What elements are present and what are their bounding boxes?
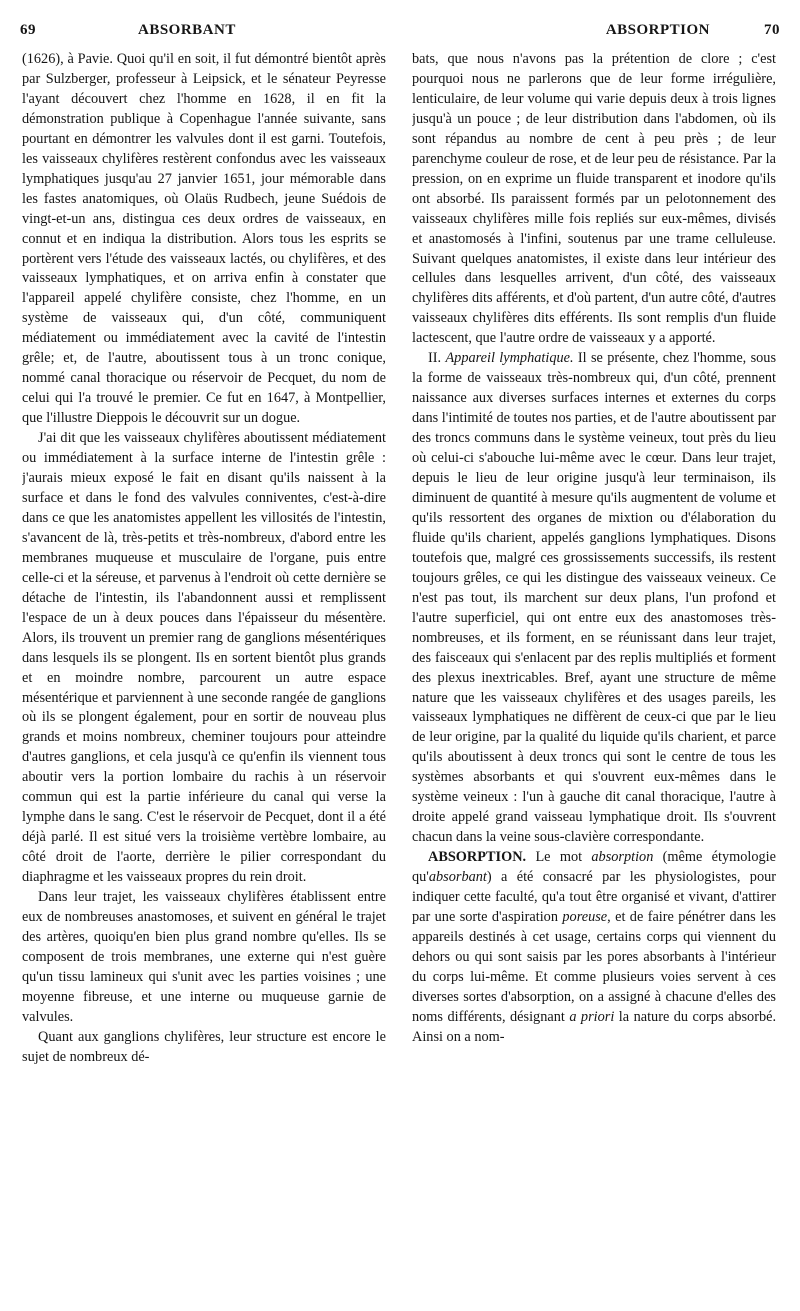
entry-italic-1: absorption xyxy=(591,849,654,866)
section-number: II. xyxy=(428,350,442,367)
left-paragraph-2: J'ai dit que les vaisseaux chylifères aboutissent médiatement ou immédiatement à la surface interne de l'intestin grêle : j'aurais mieux exposé le fait en disant qu'ils naissent à la surface et dans le fond des valvules conniventes, c'est-à-dire dans ce que les anatomistes appellent les villosités de l'intestin, s'avancent de là, très-petits et très-nombreux, d'abord entre les membranes muqueuse et musculaire de l'organe, puis entre celle-ci et la séreuse, et parvenus à l'endroit où cette dernière se détache de l'intestin, ils l'abandonnent aussi et remplissent l'espace de un à deux pouces dans l'épaisseur du mésentère. Alors, ils trouvent un premier rang de ganglions mésentériques dans lesquels ils se plongent. Ils en sortent bientôt plus grands et en moindre nombre, parcourent un autre espace mésentérique et parviennent à une seconde rangée de ganglions où ils se plongent également, pour en sortir de nouveau plus grands et moins nombreux, cheminer toujours pour atteindre d'autres ganglions, et cela jusqu'à ce qu'enfin ils viennent tous aboutir vers la portion lombaire du rachis à un réservoir commun qui est la partie inférieure du canal qui verse la lymphe dans le sang. C'est le réservoir de Pecquet, dont il a été déjà parlé. Il est situé vers la troisième vertèbre lombaire, au côté droit de l'aorte, derrière le pilier correspondant du diaphragme et les vaisseaux propres du rein droit. xyxy=(22,430,386,886)
entry-italic-4: a priori xyxy=(569,1008,615,1025)
right-column xyxy=(412,50,776,1305)
entry-text-1: Le mot xyxy=(535,849,583,866)
left-running-head: ABSORBANT xyxy=(138,22,236,38)
lymphatic-section xyxy=(412,349,776,848)
running-header xyxy=(20,22,780,48)
left-column xyxy=(22,50,386,1305)
entry-italic-2: absorbant xyxy=(428,869,487,886)
left-paragraph-4: Quant aux ganglions chylifères, leur structure est encore le sujet de nombreux dé- xyxy=(22,1028,386,1065)
absorption-entry xyxy=(412,848,776,1048)
left-paragraph-1: (1626), à Pavie. Quoi qu'il en soit, il fut démontré bientôt après par Sulzberger, professeur à Leipsick, et le sénateur Peyresse l'ayant découvert chez l'homme en 1628, il en fit la démonstration publique à Copenhague l'année suivante, sans pourtant en démontrer les valvules dont il est garni. Toutefois, les vaisseaux chylifères restèrent confondus avec les vaisseaux lymphatiques jusqu'au 27 janvier 1651, jour mémorable dans les fastes anatomiques, où Olaüs Rudbech, jeune Suédois de vingt-et-un ans, distingua ces deux ordres de vaisseaux, en connut et en indiqua la distribution. Alors tous les esprits se portèrent vers l'étude des vaisseaux lactés, ou chylifères, et des vaisseaux lymphatiques, et on arriva enfin à constater que l'appareil appelé chylifère consiste, chez l'homme, en un système de vaisseaux qui, d'un côté, communiquent médiatement ou immédiatement avec la cavité de l'intestin grêle; et, de l'autre, aboutissent tous à un tronc conique, nommé canal thoracique ou réservoir de Pecquet, du nom de celui qui l'a trouvé le premier. Ce fut en 1647, à Montpellier, que l'illustre Dieppois le découvrit sur un dogue. xyxy=(22,51,386,427)
section-text: Il se présente, chez l'homme, sous la forme de vaisseaux très-nombreux qui, d'un côté, prennent naissance aux diverses surfaces internes et externes du corps dans l'intimité de toutes nos parties, et de l'autre aboutissent par des troncs communs dans le système veineux, tout près du lieu où celui-ci s'abouche lui-même avec le cœur. Dans leur trajet, depuis le lieu de leur origine jusqu'à leur terminaison, ils diminuent de quantité à mesure qu'ils augmentent de volume et qu'ils ressortent des organes de mixtion ou d'élaboration du fluide qu'ils charient, appelés ganglions lymphatiques. Disons toutefois que, malgré ces grossissements successifs, ils restent toujours grêles, ce qui les distingue des vaisseaux veineux. Ce n'est pas tout, ils marchent sur deux plans, l'un profond et l'autre superficiel, qui ont entre eux des anastomoses très-nombreuses, et ils forment, en se réunissant dans leur trajet, des faisceaux qui s'enlacent par des replis multipliés et forment des plexus inextricables. Bref, ayant une structure de même nature que les vaisseaux chylifères et des usages pareils, les vaisseaux lymphatiques ne diffèrent de ceux-ci que par le lieu de leur origine, par la qualité du liquide qu'ils charient, et parce qu'ils aboutissent à deux troncs qui sont le centre de tous les systèmes absorbants et qui s'ouvrent eux-mêmes dans le système veineux : l'un à gauche dit canal thoracique, l'autre à droite appelé grand vaisseau lymphatique droit. Ils s'ouvrent chacun dans la veine sous-clavière correspondante. xyxy=(412,350,776,846)
right-page-number: 70 xyxy=(764,22,780,38)
entry-text-3: ) a été consacré par les physiologistes, pour indiquer cette faculté, qu'a tout être organisé et vivant, d'attirer par une sorte d'aspiration xyxy=(412,869,776,925)
entry-text-2: (même étymologie qu' xyxy=(412,849,776,886)
entry-text-5: la nature du corps absorbé. Ainsi on a nom- xyxy=(412,1008,776,1045)
entry-text-4: , et de faire pénétrer dans les appareils destinés à cet usage, certains corps qui viennent du dehors ou qui sont saisis par les pores absorbants à l'intérieur du corps lui-même. Et comme plusieurs voies servent à ces diverses sortes d'absorption, on a assigné à chacune d'elles des noms différents, désignant xyxy=(412,908,776,1025)
entry-italic-3: poreuse xyxy=(562,908,608,925)
entry-headword: ABSORPTION. xyxy=(428,849,527,866)
left-paragraph-3: Dans leur trajet, les vaisseaux chylifères établissent entre eux de nombreuses anastomoses, et suivent en général le trajet des artères, quoiqu'en bien plus grand nombre qu'elles. Ils se composent de trois membranes, une externe qui n'est guère qu'un tissu lamineux qui s'unit avec les parties voisines ; une moyenne fibreuse, et une interne ou muqueuse garnie de valvules. xyxy=(22,889,386,1025)
left-page-number: 69 xyxy=(20,22,36,38)
right-paragraph-1: bats, que nous n'avons pas la prétention de clore ; c'est pourquoi nous ne parlerons que de leur forme irrégulière, lenticulaire, de leur volume qui varie depuis deux à trois lignes jusqu'à un pouce ; de leur distribution dans l'abdomen, où ils sont répandus au nombre de cent à peu près ; de leur parenchyme couleur de rose, et de leur peu de résistance. Par la pression, on en exprime un fluide transparent et inodore qu'ils ont absorbé. Ils paraissent formés par un pelotonnement des vaisseaux chylifères mille fois repliés sur eux-mêmes, divisés et anastomosés à l'infini, soutenus par une trame celluleuse. Suivant quelques anatomistes, il existe dans leur intérieur des cellules dans lesquelles arrivent, d'un côté, des vaisseaux chylifères dits afférents, et d'où partent, d'un autre côté, d'autres vaisseaux chylifères dits efférents. Ils sont remplis d'un fluide lactescent, que l'autre ordre de vaisseaux y a apporté. xyxy=(412,51,776,347)
section-title: Appareil lymphatique. xyxy=(445,350,574,367)
right-running-head: ABSORPTION xyxy=(605,22,710,38)
